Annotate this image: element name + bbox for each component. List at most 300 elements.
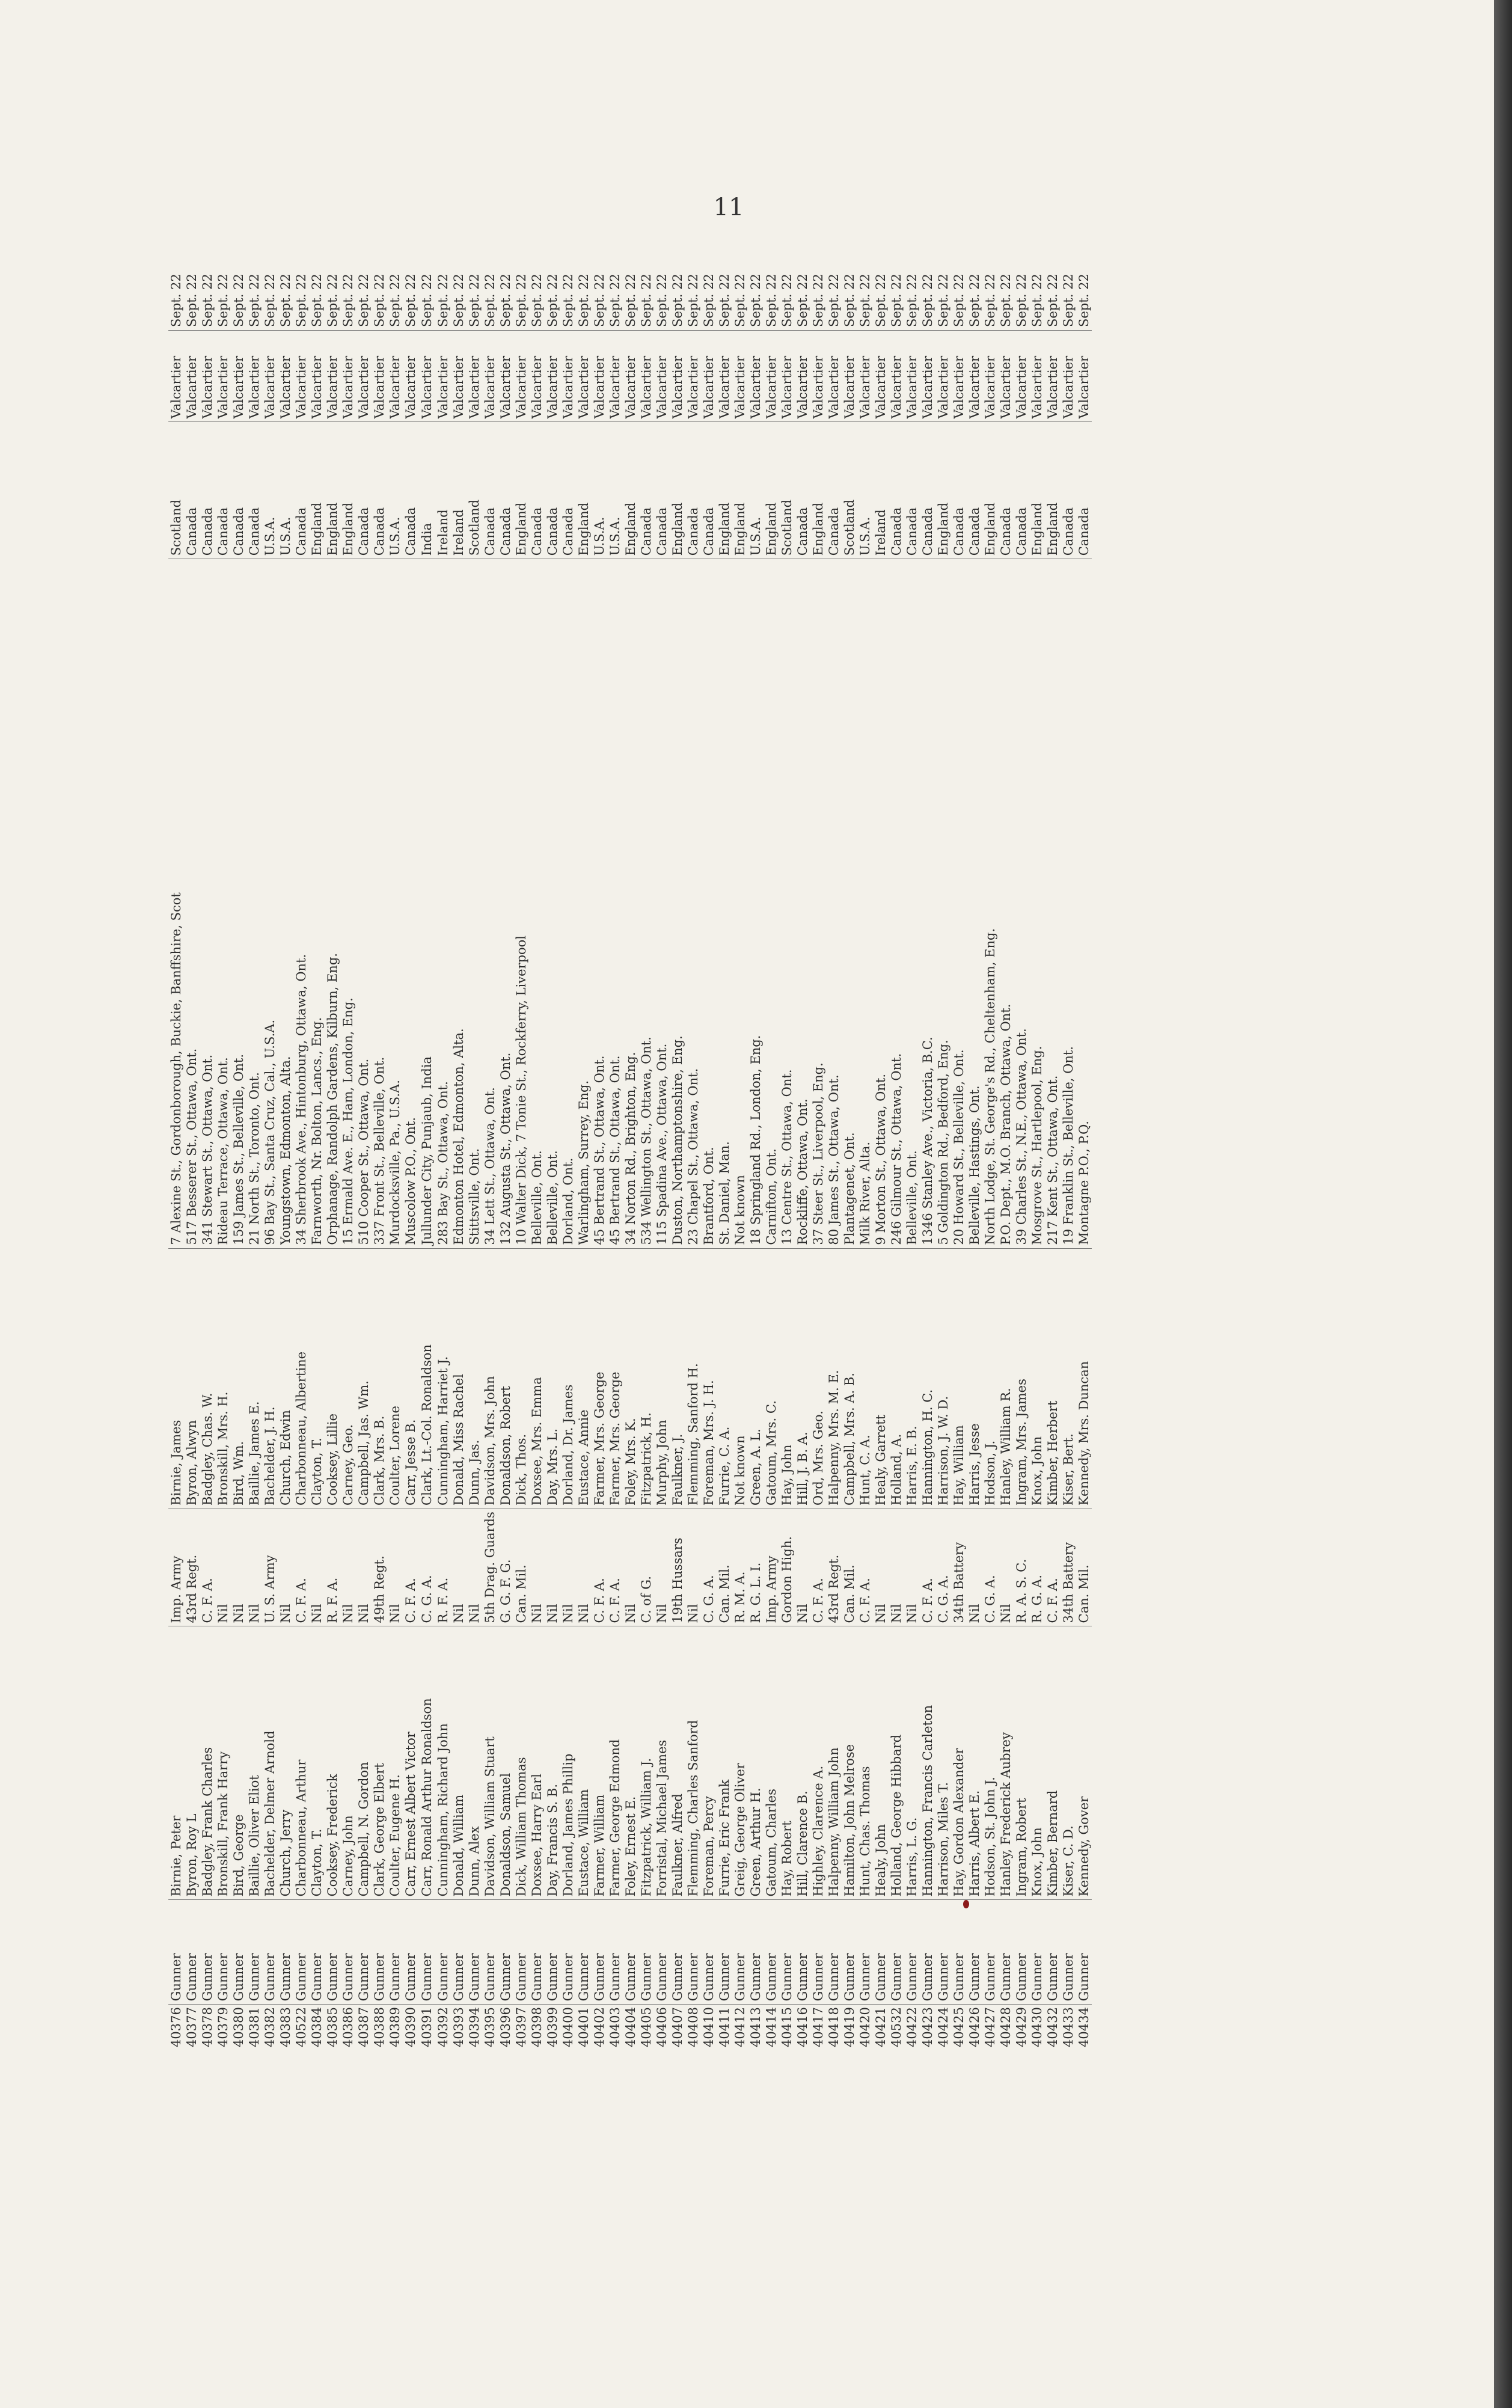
next-of-kin-cell: Baillie, James E.: [246, 1248, 262, 1509]
former-unit-cell: R. F. A.: [325, 1509, 340, 1626]
table-row: [215, 259, 231, 2050]
rank-cell: Gunner: [215, 1900, 231, 2005]
country-cell: Canada: [904, 422, 920, 559]
place-of-enlistment-cell: Valcartier: [670, 330, 685, 421]
former-unit-cell: Nil: [576, 1509, 592, 1626]
table-row: [935, 259, 951, 2050]
name-cell: Bachelder, Delmer Arnold: [262, 1626, 278, 1900]
service-number-cell: 40419: [842, 2007, 857, 2047]
former-unit-cell: Nil: [967, 1509, 982, 1626]
service-number-cell: 40432: [1045, 2007, 1060, 2047]
place-of-enlistment-cell: Valcartier: [967, 330, 982, 421]
date-of-enlistment-cell: Sept. 22: [309, 259, 325, 330]
date-of-enlistment-cell: Sept. 22: [200, 259, 215, 330]
rank-cell: Gunner: [545, 1900, 560, 2005]
rank-cell: Gunner: [262, 1900, 278, 2005]
place-of-enlistment-cell: Valcartier: [435, 330, 451, 421]
place-of-enlistment-cell: Valcartier: [293, 330, 309, 421]
table-row: [403, 259, 418, 2050]
date-of-enlistment-cell: Sept. 22: [513, 259, 529, 330]
date-of-enlistment-cell: Sept. 22: [873, 259, 889, 330]
former-unit-cell: C. F. A.: [592, 1509, 607, 1626]
service-number-cell: 40400: [561, 2007, 575, 2047]
service-number-cell: 40434: [1077, 2007, 1091, 2047]
rank-cell: Gunner: [184, 1900, 200, 2005]
next-of-kin-cell: Hill, J. B. A.: [795, 1248, 810, 1509]
country-cell: Canada: [889, 422, 904, 559]
country-cell: U.S.A.: [748, 422, 764, 559]
address-cell: Stittsville, Ont.: [467, 559, 482, 1248]
table-row: [967, 259, 982, 2050]
rank-cell: Gunner: [951, 1900, 967, 2005]
former-unit-cell: R. M. A.: [732, 1509, 748, 1626]
date-of-enlistment-cell: Sept. 22: [403, 259, 418, 330]
country-cell: Canada: [529, 422, 545, 559]
country-cell: England: [513, 422, 529, 559]
next-of-kin-cell: Farmer, Mrs. George: [607, 1248, 623, 1509]
service-number-cell: 40394: [467, 2007, 482, 2047]
country-cell: Canada: [215, 422, 231, 559]
country-cell: England: [340, 422, 356, 559]
place-of-enlistment-cell: Valcartier: [513, 330, 529, 421]
next-of-kin-cell: Clayton, T.: [309, 1248, 325, 1509]
name-cell: Kiser, C. D.: [1061, 1626, 1076, 1900]
former-unit-cell: Nil: [998, 1509, 1014, 1626]
rank-cell: Gunner: [467, 1900, 482, 2005]
name-cell: Hill, Clarence B.: [795, 1626, 810, 1900]
next-of-kin-cell: Healy, Garrett: [873, 1248, 889, 1509]
service-number-cell: 40406: [655, 2007, 669, 2047]
former-unit-cell: C. G. A.: [982, 1509, 998, 1626]
ink-stain: [963, 1900, 969, 1908]
place-of-enlistment-cell: Valcartier: [717, 330, 732, 421]
former-unit-cell: 19th Hussars: [670, 1509, 685, 1626]
date-of-enlistment-cell: Sept. 22: [638, 259, 654, 330]
address-cell: 19 Franklin St., Belleville, Ont.: [1061, 559, 1076, 1248]
date-of-enlistment-cell: Sept. 22: [1014, 259, 1029, 330]
address-cell: Orphanage, Randolph Gardens, Kilburn, Eng.: [325, 559, 340, 1248]
date-of-enlistment-cell: Sept. 22: [592, 259, 607, 330]
place-of-enlistment-cell: Valcartier: [309, 330, 325, 421]
name-cell: Badgley, Frank Charles: [200, 1626, 215, 1900]
place-of-enlistment-cell: Valcartier: [951, 330, 967, 421]
name-cell: Green, Arthur H.: [748, 1626, 764, 1900]
service-number-cell: 40386: [341, 2007, 355, 2047]
address-cell: Plantagenet, Ont.: [842, 559, 857, 1248]
place-of-enlistment-cell: Valcartier: [545, 330, 560, 421]
address-cell: 9 Morton St., Ottawa, Ont.: [873, 559, 889, 1248]
date-of-enlistment-cell: Sept. 22: [623, 259, 638, 330]
rank-cell: Gunner: [372, 1900, 387, 2005]
country-cell: Canada: [1014, 422, 1029, 559]
next-of-kin-cell: Halpenny, Mrs. M. E.: [826, 1248, 842, 1509]
country-cell: Canada: [1076, 422, 1092, 559]
table-row: [372, 259, 387, 2050]
country-cell: Canada: [200, 422, 215, 559]
former-unit-cell: Nil: [623, 1509, 638, 1626]
rank-cell: Gunner: [340, 1900, 356, 2005]
place-of-enlistment-cell: Valcartier: [857, 330, 873, 421]
service-number-cell: 40403: [608, 2007, 622, 2047]
name-cell: Hay, Robert: [779, 1626, 795, 1900]
next-of-kin-cell: Bird, Wm.: [231, 1248, 246, 1509]
next-of-kin-cell: Donald, Miss Rachel: [451, 1248, 467, 1509]
former-unit-cell: C. G. A.: [418, 1509, 435, 1626]
former-unit-cell: Nil: [545, 1509, 560, 1626]
name-cell: Hannington, Francis Carleton: [920, 1626, 935, 1900]
date-of-enlistment-cell: Sept. 22: [560, 259, 576, 330]
table-row: [184, 259, 200, 2050]
service-number-cell: 40387: [357, 2007, 371, 2047]
date-of-enlistment-cell: Sept. 22: [278, 259, 293, 330]
place-of-enlistment-cell: Valcartier: [403, 330, 418, 421]
country-cell: Scotland: [467, 422, 482, 559]
name-cell: Doxsee, Harry Earl: [529, 1626, 545, 1900]
rank-cell: Gunner: [998, 1900, 1014, 2005]
name-cell: Campbell, N. Gordon: [356, 1626, 372, 1900]
table-row: [356, 259, 372, 2050]
next-of-kin-cell: Byron, Alwyn: [184, 1248, 200, 1509]
date-of-enlistment-cell: Sept. 22: [685, 259, 701, 330]
name-cell: Forristal, Michael James: [654, 1626, 670, 1900]
date-of-enlistment-cell: Sept. 22: [545, 259, 560, 330]
name-cell: Greig, George Oliver: [732, 1626, 748, 1900]
place-of-enlistment-cell: Valcartier: [701, 330, 717, 421]
place-of-enlistment-cell: Valcartier: [451, 330, 467, 421]
country-cell: Canada: [654, 422, 670, 559]
service-number-cell: 40416: [795, 2007, 810, 2047]
address-cell: 159 James St., Belleville, Ont.: [231, 559, 246, 1248]
former-unit-cell: Can. Mil.: [513, 1509, 529, 1626]
table-row: [982, 259, 998, 2050]
next-of-kin-cell: Green, A. L.: [748, 1248, 764, 1509]
table-row: [246, 259, 262, 2050]
country-cell: Canada: [482, 422, 498, 559]
former-unit-cell: R. G. A.: [1029, 1509, 1045, 1626]
former-unit-cell: C. F. A.: [607, 1509, 623, 1626]
country-cell: Ireland: [451, 422, 467, 559]
country-cell: U.S.A.: [607, 422, 623, 559]
country-cell: Canada: [184, 422, 200, 559]
name-cell: Eustace, William: [576, 1626, 592, 1900]
rank-cell: Gunner: [810, 1900, 826, 2005]
table-row: [168, 259, 184, 2050]
name-cell: Foley, Ernest E.: [623, 1626, 638, 1900]
address-cell: Belleville, Ont.: [904, 559, 920, 1248]
address-cell: 5 Goldington Rd., Bedford, Eng.: [935, 559, 951, 1248]
name-cell: Carney, John: [340, 1626, 356, 1900]
table-row: [654, 259, 670, 2050]
rank-cell: Gunner: [278, 1900, 293, 2005]
country-cell: Ireland: [873, 422, 889, 559]
place-of-enlistment-cell: Valcartier: [246, 330, 262, 421]
country-cell: England: [623, 422, 638, 559]
date-of-enlistment-cell: Sept. 22: [387, 259, 403, 330]
place-of-enlistment-cell: Valcartier: [764, 330, 779, 421]
address-cell: 517 Besserer St., Ottawa, Ont.: [184, 559, 200, 1248]
date-of-enlistment-cell: Sept. 22: [340, 259, 356, 330]
place-of-enlistment-cell: Valcartier: [826, 330, 842, 421]
country-cell: U.S.A.: [592, 422, 607, 559]
next-of-kin-cell: Ord, Mrs. Geo.: [810, 1248, 826, 1509]
service-number-cell: 40392: [436, 2007, 450, 2047]
service-number-cell: 40382: [263, 2007, 277, 2047]
table-row: [387, 259, 403, 2050]
country-cell: Canada: [231, 422, 246, 559]
service-number-cell: 40415: [780, 2007, 794, 2047]
table-row: [779, 259, 795, 2050]
former-unit-cell: C. F. A.: [1045, 1509, 1061, 1626]
name-cell: Faulkner, Alfred: [670, 1626, 685, 1900]
next-of-kin-cell: Ingram, Mrs. James: [1014, 1248, 1029, 1509]
service-number-cell: 40430: [1030, 2007, 1044, 2047]
country-cell: England: [982, 422, 998, 559]
next-of-kin-cell: Foreman, Mrs. J. H.: [701, 1248, 717, 1509]
name-cell: Halpenny, William John: [826, 1626, 842, 1900]
address-cell: 246 Gilmour St., Ottawa, Ont.: [889, 559, 904, 1248]
date-of-enlistment-cell: Sept. 22: [435, 259, 451, 330]
table-row: [701, 259, 717, 2050]
date-of-enlistment-cell: Sept. 22: [998, 259, 1014, 330]
address-cell: 45 Bertrand St., Ottawa, Ont.: [592, 559, 607, 1248]
former-unit-cell: R. G. L. I.: [748, 1509, 764, 1626]
date-of-enlistment-cell: Sept. 22: [826, 259, 842, 330]
date-of-enlistment-cell: Sept. 22: [482, 259, 498, 330]
table-row: [1061, 259, 1076, 2050]
name-cell: Carr, Ronald Arthur Ronaldson: [418, 1626, 435, 1900]
name-cell: Harrison, Miles T.: [935, 1626, 951, 1900]
next-of-kin-cell: Bachelder, J. H.: [262, 1248, 278, 1509]
next-of-kin-cell: Cunningham, Harriet J.: [435, 1248, 451, 1509]
next-of-kin-cell: Carney, Geo.: [340, 1248, 356, 1509]
date-of-enlistment-cell: Sept. 22: [701, 259, 717, 330]
date-of-enlistment-cell: Sept. 22: [951, 259, 967, 330]
date-of-enlistment-cell: Sept. 22: [717, 259, 732, 330]
rank-cell: Gunner: [795, 1900, 810, 2005]
country-cell: England: [764, 422, 779, 559]
address-cell: 34 Sherbrook Ave., Hintonburg, Ottawa, Ont.: [293, 559, 309, 1248]
rank-cell: Gunner: [1061, 1900, 1076, 2005]
table-row: [451, 259, 467, 2050]
service-number-cell: 40384: [310, 2007, 324, 2047]
next-of-kin-cell: Holland, A.: [889, 1248, 904, 1509]
service-number-cell: 40402: [592, 2007, 607, 2047]
name-cell: Hunt, Chas. Thomas: [857, 1626, 873, 1900]
date-of-enlistment-cell: Sept. 22: [607, 259, 623, 330]
address-cell: P.O. Dept., M.O. Branch, Ottawa, Ont.: [998, 559, 1014, 1248]
next-of-kin-cell: Foley, Mrs. K.: [623, 1248, 638, 1509]
rank-cell: Gunner: [293, 1900, 309, 2005]
name-cell: Davidson, William Stuart: [482, 1626, 498, 1900]
next-of-kin-cell: Not known: [732, 1248, 748, 1509]
address-cell: 18 Springland Rd., London, Eng.: [748, 559, 764, 1248]
date-of-enlistment-cell: Sept. 22: [795, 259, 810, 330]
name-cell: Cunningham, Richard John: [435, 1626, 451, 1900]
service-number-cell: 40389: [388, 2007, 402, 2047]
next-of-kin-cell: Hanley, William R.: [998, 1248, 1014, 1509]
name-cell: Kennedy, Gover: [1076, 1626, 1092, 1900]
name-cell: Furrie, Eric Frank: [717, 1626, 732, 1900]
service-number-cell: 40395: [483, 2007, 497, 2047]
country-cell: England: [935, 422, 951, 559]
address-cell: St. Daniel, Man.: [717, 559, 732, 1248]
table-row: [529, 259, 545, 2050]
rank-cell: Gunner: [325, 1900, 340, 2005]
date-of-enlistment-cell: Sept. 22: [215, 259, 231, 330]
next-of-kin-cell: Campbell, Jas. Wm.: [356, 1248, 372, 1509]
date-of-enlistment-cell: Sept. 22: [904, 259, 920, 330]
table-row: [1076, 259, 1092, 2050]
place-of-enlistment-cell: Valcartier: [889, 330, 904, 421]
former-unit-cell: G. G. F. G.: [498, 1509, 513, 1626]
rank-cell: Gunner: [935, 1900, 951, 2005]
rank-cell: Gunner: [904, 1900, 920, 2005]
country-cell: Canada: [967, 422, 982, 559]
address-cell: Farnworth, Nr. Bolton, Lancs., Eng.: [309, 559, 325, 1248]
country-cell: Canada: [403, 422, 418, 559]
service-number-cell: 40414: [764, 2007, 779, 2047]
service-number-cell: 40429: [1014, 2007, 1029, 2047]
service-number-cell: 40379: [216, 2007, 230, 2047]
place-of-enlistment-cell: Valcartier: [560, 330, 576, 421]
rank-cell: Gunner: [168, 1900, 184, 2005]
date-of-enlistment-cell: Sept. 22: [982, 259, 998, 330]
next-of-kin-cell: Davidson, Mrs. John: [482, 1248, 498, 1509]
table-row: [685, 259, 701, 2050]
name-cell: Healy, John: [873, 1626, 889, 1900]
next-of-kin-cell: Faulkner, J.: [670, 1248, 685, 1509]
rank-cell: Gunner: [654, 1900, 670, 2005]
date-of-enlistment-cell: Sept. 22: [889, 259, 904, 330]
table-row: [231, 259, 246, 2050]
next-of-kin-cell: Cooksey, Lillie: [325, 1248, 340, 1509]
table-row: [607, 259, 623, 2050]
name-cell: Holland, George Hibbard: [889, 1626, 904, 1900]
country-cell: Canada: [372, 422, 387, 559]
country-cell: England: [810, 422, 826, 559]
table-row: [513, 259, 529, 2050]
address-cell: 37 Steer St., Liverpool, Eng.: [810, 559, 826, 1248]
next-of-kin-cell: Coulter, Lorene: [387, 1248, 403, 1509]
rank-cell: Gunner: [967, 1900, 982, 2005]
address-cell: Montagne P.O., P.Q.: [1076, 559, 1092, 1248]
address-cell: Murdocksville, Pa., U.S.A.: [387, 559, 403, 1248]
address-cell: Edmonton Hotel, Edmonton, Alta.: [451, 559, 467, 1248]
date-of-enlistment-cell: Sept. 22: [857, 259, 873, 330]
former-unit-cell: Nil: [560, 1509, 576, 1626]
place-of-enlistment-cell: Valcartier: [1076, 330, 1092, 421]
former-unit-cell: Nil: [356, 1509, 372, 1626]
next-of-kin-cell: Knox, John: [1029, 1248, 1045, 1509]
place-of-enlistment-cell: Valcartier: [168, 330, 184, 421]
name-cell: Dick, William Thomas: [513, 1626, 529, 1900]
former-unit-cell: Nil: [889, 1509, 904, 1626]
country-cell: Canada: [293, 422, 309, 559]
place-of-enlistment-cell: Valcartier: [356, 330, 372, 421]
former-unit-cell: Nil: [795, 1509, 810, 1626]
date-of-enlistment-cell: Sept. 22: [732, 259, 748, 330]
table-row: [325, 259, 340, 2050]
place-of-enlistment-cell: Valcartier: [592, 330, 607, 421]
address-cell: Youngstown, Edmonton, Alta.: [278, 559, 293, 1248]
table-row: [592, 259, 607, 2050]
place-of-enlistment-cell: Valcartier: [215, 330, 231, 421]
next-of-kin-cell: Hodson, J.: [982, 1248, 998, 1509]
rank-cell: Gunner: [451, 1900, 467, 2005]
next-of-kin-cell: Birnie, James: [168, 1248, 184, 1509]
name-cell: Highley, Clarence A.: [810, 1626, 826, 1900]
next-of-kin-cell: Farmer, Mrs. George: [592, 1248, 607, 1509]
name-cell: Dorland, James Phillip: [560, 1626, 576, 1900]
name-cell: Carr, Ernest Albert Victor: [403, 1626, 418, 1900]
place-of-enlistment-cell: Valcartier: [184, 330, 200, 421]
rank-cell: Gunner: [857, 1900, 873, 2005]
table-row: [482, 259, 498, 2050]
table-row: [435, 259, 451, 2050]
date-of-enlistment-cell: Sept. 22: [498, 259, 513, 330]
date-of-enlistment-cell: Sept. 22: [356, 259, 372, 330]
address-cell: Brantford, Ont.: [701, 559, 717, 1248]
name-cell: Donaldson, Samuel: [498, 1626, 513, 1900]
place-of-enlistment-cell: Valcartier: [467, 330, 482, 421]
former-unit-cell: R. F. A.: [435, 1509, 451, 1626]
next-of-kin-cell: Kennedy, Mrs. Duncan: [1076, 1248, 1092, 1509]
date-of-enlistment-cell: Sept. 22: [262, 259, 278, 330]
service-number-cell: 40425: [952, 2007, 966, 2047]
country-cell: England: [670, 422, 685, 559]
date-of-enlistment-cell: Sept. 22: [779, 259, 795, 330]
next-of-kin-cell: Clark, Lt.-Col. Ronaldson: [418, 1248, 435, 1509]
rank-cell: Gunner: [1014, 1900, 1029, 2005]
place-of-enlistment-cell: Valcartier: [529, 330, 545, 421]
country-cell: Canada: [638, 422, 654, 559]
rank-cell: Gunner: [246, 1900, 262, 2005]
next-of-kin-cell: Kimber, Herbert: [1045, 1248, 1061, 1509]
service-number-cell: 40532: [889, 2007, 904, 2047]
address-cell: 10 Walter Dick, 7 Tonie St., Rockferry, Liverpool: [513, 559, 529, 1248]
rank-cell: Gunner: [670, 1900, 685, 2005]
next-of-kin-cell: Church, Edwin: [278, 1248, 293, 1509]
rank-cell: Gunner: [732, 1900, 748, 2005]
table-row: [576, 259, 592, 2050]
name-cell: Farmer, William: [592, 1626, 607, 1900]
next-of-kin-cell: Dorland, Dr. James: [560, 1248, 576, 1509]
place-of-enlistment-cell: Valcartier: [810, 330, 826, 421]
place-of-enlistment-cell: Valcartier: [748, 330, 764, 421]
country-cell: U.S.A.: [857, 422, 873, 559]
country-cell: Canada: [795, 422, 810, 559]
place-of-enlistment-cell: Valcartier: [685, 330, 701, 421]
name-cell: Bird, George: [231, 1626, 246, 1900]
table-row: [1045, 259, 1061, 2050]
table-row: [732, 259, 748, 2050]
former-unit-cell: Gordon High.: [779, 1509, 795, 1626]
rank-cell: Gunner: [1076, 1900, 1092, 2005]
rank-cell: Gunner: [685, 1900, 701, 2005]
table-row: [998, 259, 1014, 2050]
address-cell: 45 Bertrand St., Ottawa, Ont.: [607, 559, 623, 1248]
date-of-enlistment-cell: Sept. 22: [748, 259, 764, 330]
service-number-cell: 40383: [278, 2007, 293, 2047]
table-row: [340, 259, 356, 2050]
former-unit-cell: Nil: [467, 1509, 482, 1626]
former-unit-cell: Nil: [340, 1509, 356, 1626]
name-cell: Harris, L. G.: [904, 1626, 920, 1900]
address-cell: 39 Charles St., N.E., Ottawa, Ont.: [1014, 559, 1029, 1248]
rank-cell: Gunner: [623, 1900, 638, 2005]
former-unit-cell: Nil: [231, 1509, 246, 1626]
service-number-cell: 40423: [920, 2007, 935, 2047]
